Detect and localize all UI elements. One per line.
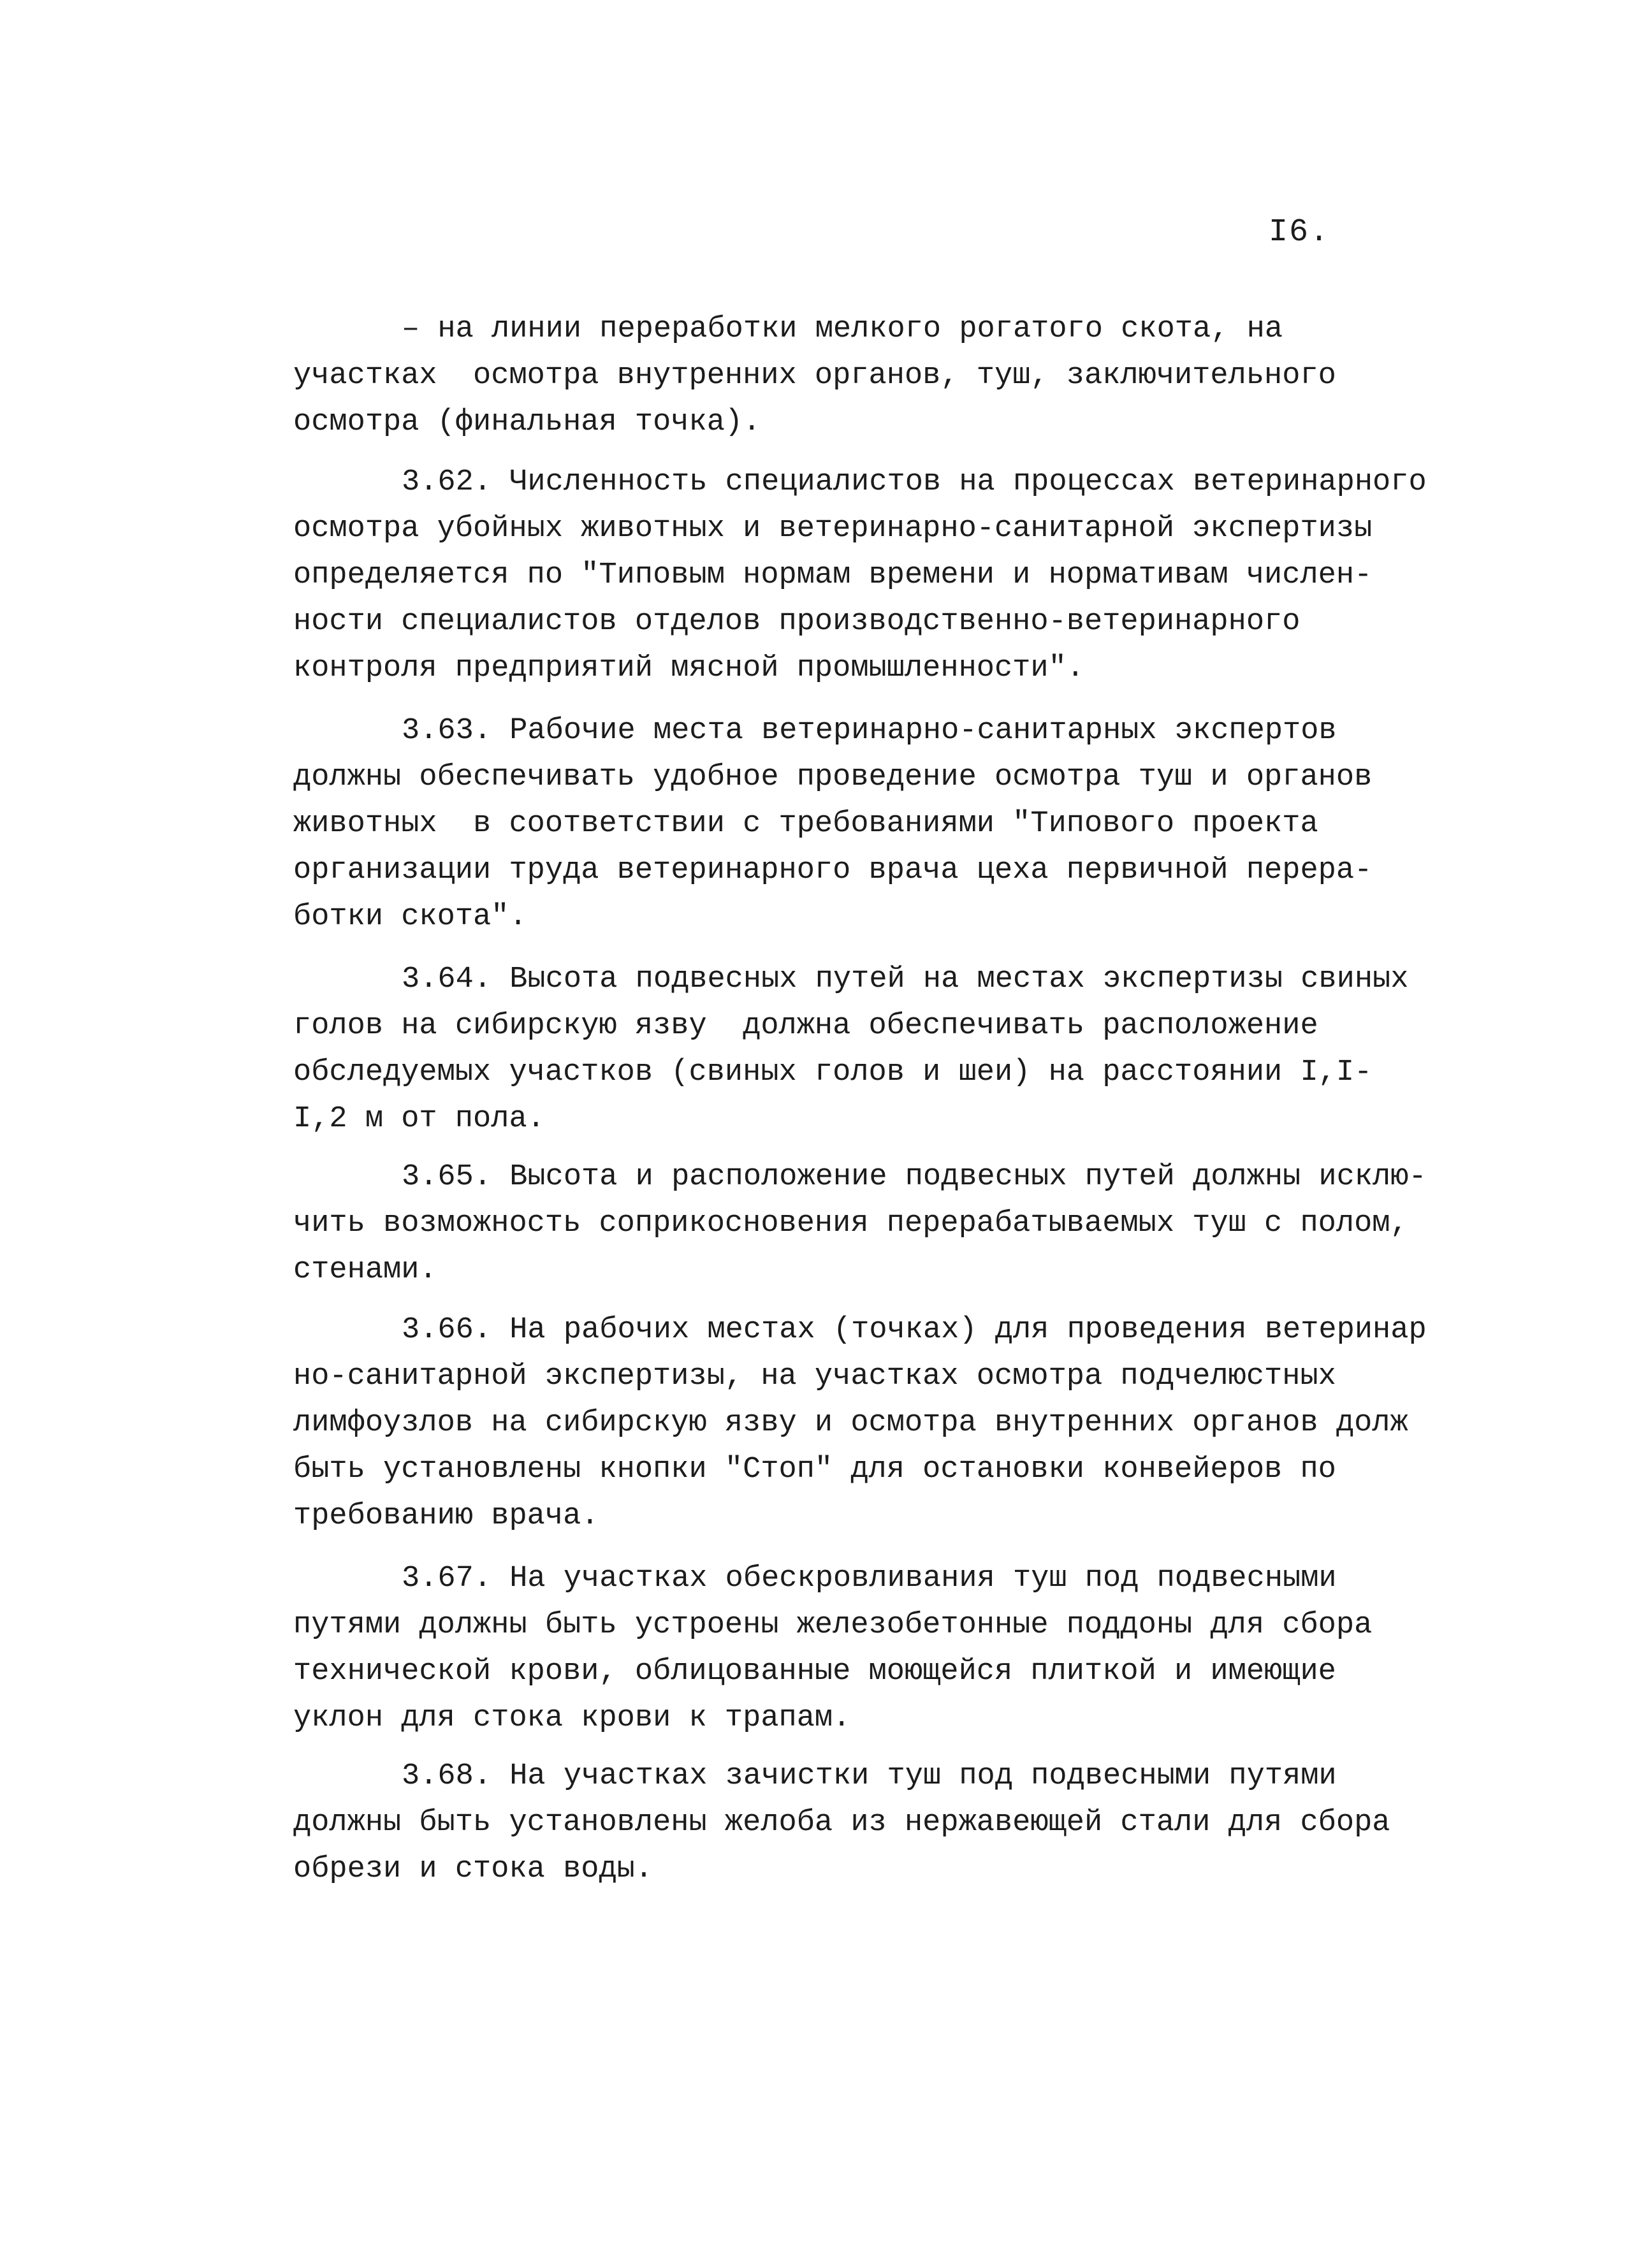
paragraph-3-66	[293, 1307, 1536, 1539]
text-line: должны быть установлены желоба из нержавеющей стали для сбора	[293, 1806, 1390, 1840]
text-line: стенами.	[293, 1253, 437, 1287]
text-line: 3.63. Рабочие места ветеринарно-санитарных экспертов	[402, 714, 1337, 748]
text-line: но-санитарной экспертизы, на участках осмотра подчелюстных	[293, 1360, 1336, 1393]
paragraph-list-continuation	[293, 306, 1536, 446]
text-line: определяется по "Типовым нормам времени и нормативам числен-	[293, 558, 1373, 592]
text-line: контроля предприятий мясной промышленности".	[293, 651, 1085, 685]
paragraph-3-65	[293, 1154, 1536, 1293]
text-line: ности специалистов отделов производственно-ветеринарного	[293, 605, 1301, 639]
text-line: уклон для стока крови к трапам.	[293, 1701, 851, 1735]
text-line: осмотра убойных животных и ветеринарно-санитарной экспертизы	[293, 512, 1373, 546]
text-line: 3.66. На рабочих местах (точках) для проведения ветеринар	[402, 1313, 1427, 1347]
paragraph-3-68	[293, 1753, 1536, 1893]
text-line: животных в соответствии с требованиями "Типового проекта	[293, 807, 1318, 841]
text-line: 3.65. Высота и расположение подвесных путей должны исклю-	[402, 1160, 1427, 1194]
text-line: должны обеспечивать удобное проведение осмотра туш и органов	[293, 760, 1373, 794]
text-line: осмотра (финальная точка).	[293, 405, 761, 439]
paragraph-3-62	[293, 459, 1536, 692]
text-line: 3.68. На участках зачистки туш под подвесными путями	[402, 1759, 1337, 1793]
text-line: требованию врача.	[293, 1499, 599, 1533]
text-line: 3.64. Высота подвесных путей на местах экспертизы свиных	[402, 963, 1409, 996]
text-line: I,2 м от пола.	[293, 1102, 545, 1136]
paragraph-3-67	[293, 1555, 1536, 1741]
text-line: организации труда ветеринарного врача цеха первичной перера-	[293, 854, 1373, 887]
paragraph-3-64	[293, 956, 1536, 1142]
text-line: быть установлены кнопки "Стоп" для остановки конвейеров по	[293, 1453, 1336, 1487]
text-line: путями должны быть устроены железобетонные поддоны для сбора	[293, 1608, 1373, 1642]
text-line: – на линии переработки мелкого рогатого скота, на	[402, 312, 1283, 346]
text-line: обрези и стока воды.	[293, 1852, 653, 1886]
text-line: технической крови, облицованные моющейся плиткой и имеющие	[293, 1655, 1336, 1689]
text-line: лимфоузлов на сибирскую язву и осмотра внутренних органов долж	[293, 1406, 1408, 1440]
text-line: чить возможность соприкосновения перерабатываемых туш с полом,	[293, 1207, 1408, 1240]
text-line: обследуемых участков (свиных голов и шеи) на расстоянии I,I-	[293, 1056, 1373, 1089]
paragraph-3-63	[293, 708, 1536, 940]
page-number: I6.	[1269, 214, 1330, 251]
text-line: голов на сибирскую язву должна обеспечивать расположение	[293, 1009, 1318, 1043]
text-line: 3.62. Численность специалистов на процессах ветеринарного	[402, 465, 1427, 499]
text-line: участках осмотра внутренних органов, туш, заключительного	[293, 359, 1336, 393]
text-line: ботки скота".	[293, 900, 527, 934]
text-line: 3.67. На участках обескровливания туш под подвесными	[402, 1562, 1337, 1596]
